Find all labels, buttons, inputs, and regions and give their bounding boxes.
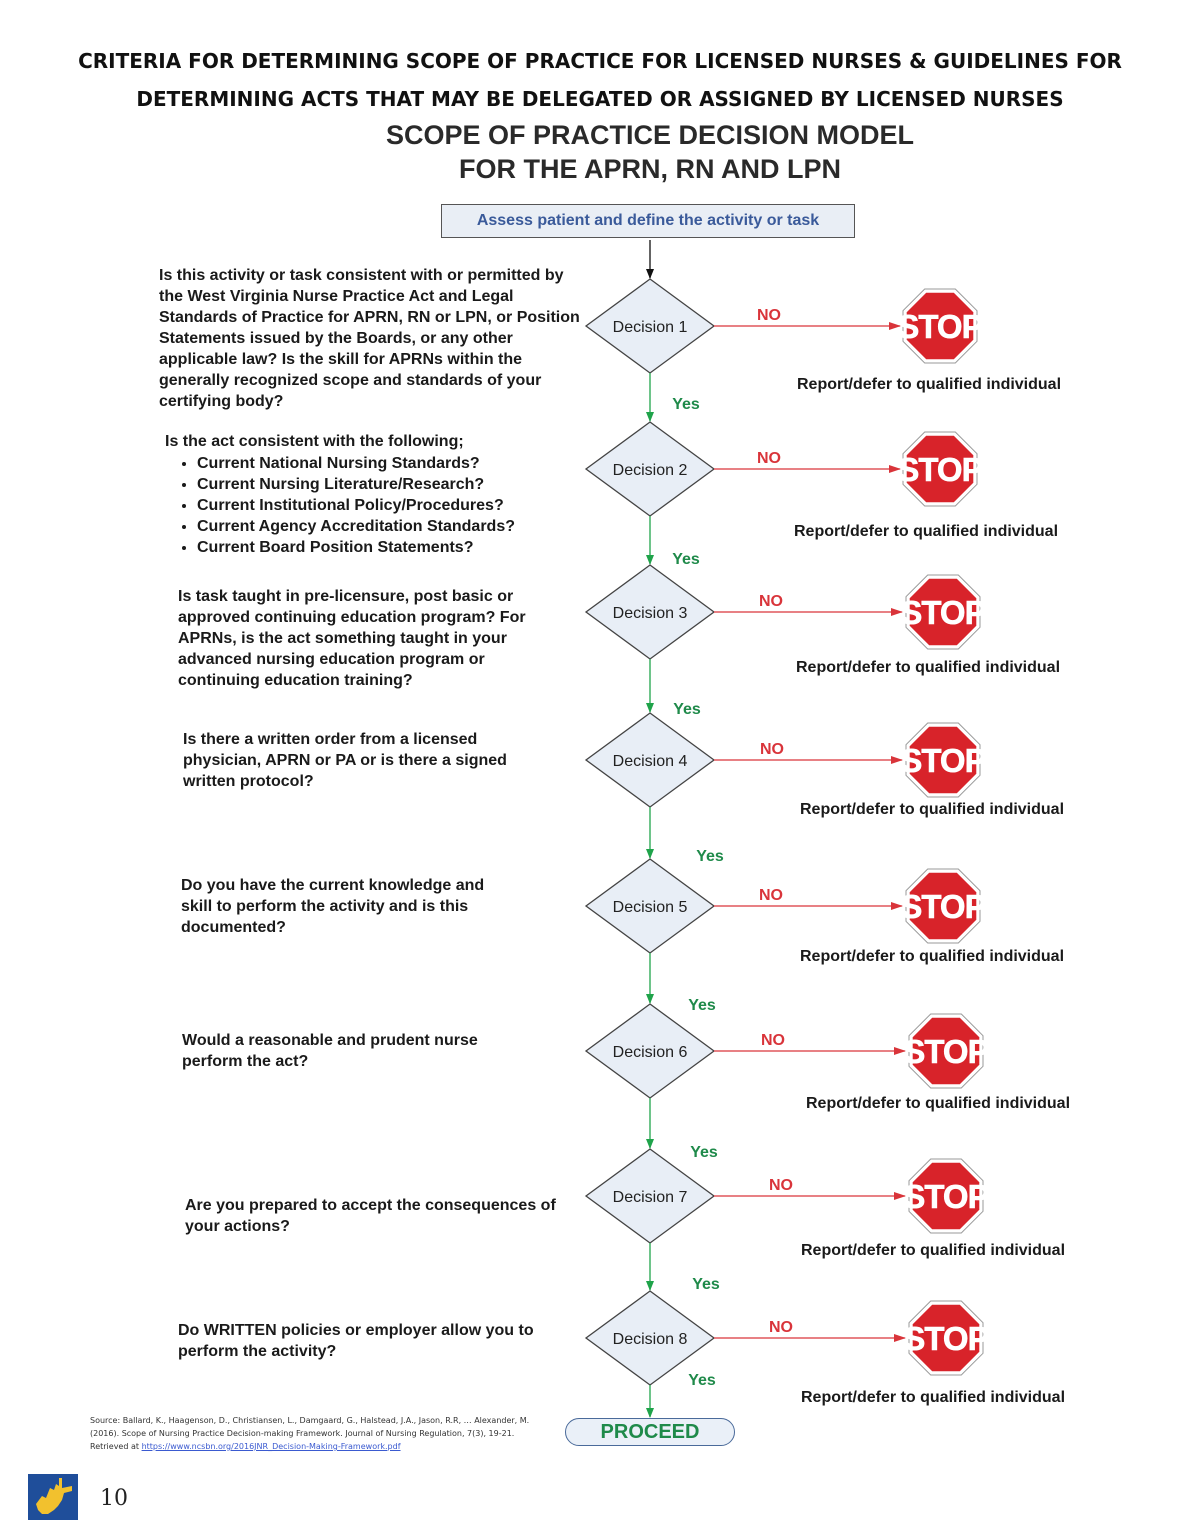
question-decision-4 (183, 729, 528, 792)
criteria-item: • Current Institutional Policy/Procedures? (197, 495, 585, 516)
west-virginia-logo-icon (28, 1474, 78, 1520)
no-label: NO (759, 593, 783, 610)
report-label-6: Report/defer to qualified individual (806, 1095, 1071, 1112)
yes-label: Yes (673, 701, 701, 718)
stop-sign-label: STOP (900, 742, 986, 779)
decision-label: Decision 5 (612, 899, 688, 916)
question-decision-2 (165, 431, 585, 558)
page-number: 10 (100, 1486, 128, 1511)
yes-label: Yes (688, 1372, 716, 1389)
no-label: NO (769, 1319, 793, 1336)
decision-label: Decision 3 (612, 605, 688, 622)
no-label: NO (757, 307, 781, 324)
stop-sign-label: STOP (897, 451, 983, 488)
yes-label: Yes (672, 551, 700, 568)
stop-sign-label: STOP (903, 1178, 989, 1215)
criteria-item: • Current Agency Accreditation Standards? (197, 516, 585, 537)
question-text: Do you have the current knowledge and skill to perform the activity and is this documented? (181, 877, 485, 936)
stop-sign-label: STOP (900, 888, 986, 925)
yes-label: Yes (688, 997, 716, 1014)
report-label-5: Report/defer to qualified individual (800, 948, 1065, 965)
start-box: Assess patient and define the activity or task (441, 204, 855, 238)
question-text: Do WRITTEN policies or employer allow you to perform the activity? (178, 1322, 534, 1360)
question-text: Is the act consistent with the following; (165, 433, 464, 450)
criteria-item: • Current Board Position Statements? (197, 537, 585, 558)
source-link[interactable]: https://www.ncsbn.org/2016JNR_Decision-Making-Framework.pdf (141, 1442, 401, 1451)
question-decision-7 (185, 1195, 580, 1237)
proceed-terminal: PROCEED (565, 1418, 735, 1446)
decision-label: Decision 8 (612, 1331, 688, 1348)
question-decision-8 (178, 1320, 563, 1362)
question-text: Is this activity or task consistent with or permitted by the West Virginia Nurse Practice Act and Legal Standards of Practice for APRN, RN or LPN, or Position Statements issued by the Boards, or any other applicable law? Is the skill for APRNs within the generally recognized scope and standards of your certifying body? (159, 267, 580, 410)
report-label-1: Report/defer to qualified individual (797, 376, 1062, 393)
report-label-8: Report/defer to qualified individual (801, 1389, 1066, 1406)
no-label: NO (759, 887, 783, 904)
criteria-item: • Current Nursing Literature/Research? (197, 474, 585, 495)
no-label: NO (757, 450, 781, 467)
yes-label: Yes (692, 1276, 720, 1293)
report-label-2: Report/defer to qualified individual (794, 523, 1059, 540)
report-label-4: Report/defer to qualified individual (800, 801, 1065, 818)
report-label-7: Report/defer to qualified individual (801, 1242, 1066, 1259)
no-label: NO (761, 1032, 785, 1049)
header-line-2: DETERMINING ACTS THAT MAY BE DELEGATED OR ASSIGNED BY LICENSED NURSES (136, 87, 1064, 111)
source-text: Source: Ballard, K., Haagenson, D., Christiansen, L., Damgaard, G., Halstead, J.A., Jason, R.R, … Alexander, M. (2016). Scope of Nursing Practice Decision-making Framework. Journal of Nursing Regulation, 7(3), 19-21. Retrieved at (90, 1416, 530, 1451)
decision-label: Decision 2 (612, 462, 688, 479)
question-decision-5 (181, 875, 511, 938)
question-text: Are you prepared to accept the consequences of your actions? (185, 1197, 556, 1235)
decision-label: Decision 7 (612, 1189, 688, 1206)
source-citation (90, 1414, 550, 1453)
yes-label: Yes (690, 1144, 718, 1161)
question-decision-6 (182, 1030, 522, 1072)
question-text: Is task taught in pre-licensure, post basic or approved continuing education program? For APRNs, is the act something taught in your advanced nursing education program or continuing education training? (178, 588, 526, 689)
stop-sign-label: STOP (903, 1320, 989, 1357)
title-line-2: FOR THE APRN, RN AND LPN (459, 154, 841, 184)
no-label: NO (760, 741, 784, 758)
stop-sign-label: STOP (900, 594, 986, 631)
yes-label: Yes (672, 396, 700, 413)
report-label-3: Report/defer to qualified individual (796, 659, 1061, 676)
question-decision-3 (178, 586, 570, 691)
stop-sign-label: STOP (897, 308, 983, 345)
criteria-item: • Current National Nursing Standards? (197, 453, 585, 474)
title-line-1: SCOPE OF PRACTICE DECISION MODEL (385, 120, 915, 150)
question-decision-1 (159, 265, 589, 412)
question-text: Is there a written order from a licensed physician, APRN or PA or is there a signed written protocol? (183, 731, 507, 790)
stop-sign-label: STOP (903, 1033, 989, 1070)
yes-label: Yes (696, 848, 724, 865)
no-label: NO (769, 1177, 793, 1194)
header-line-1: CRITERIA FOR DETERMINING SCOPE OF PRACTICE FOR LICENSED NURSES & GUIDELINES FOR (78, 49, 1122, 73)
question-text: Would a reasonable and prudent nurse perform the act? (182, 1032, 478, 1070)
decision-label: Decision 6 (612, 1044, 688, 1061)
decision-label: Decision 4 (612, 753, 688, 770)
decision-label: Decision 1 (612, 319, 688, 336)
criteria-list (165, 453, 585, 558)
